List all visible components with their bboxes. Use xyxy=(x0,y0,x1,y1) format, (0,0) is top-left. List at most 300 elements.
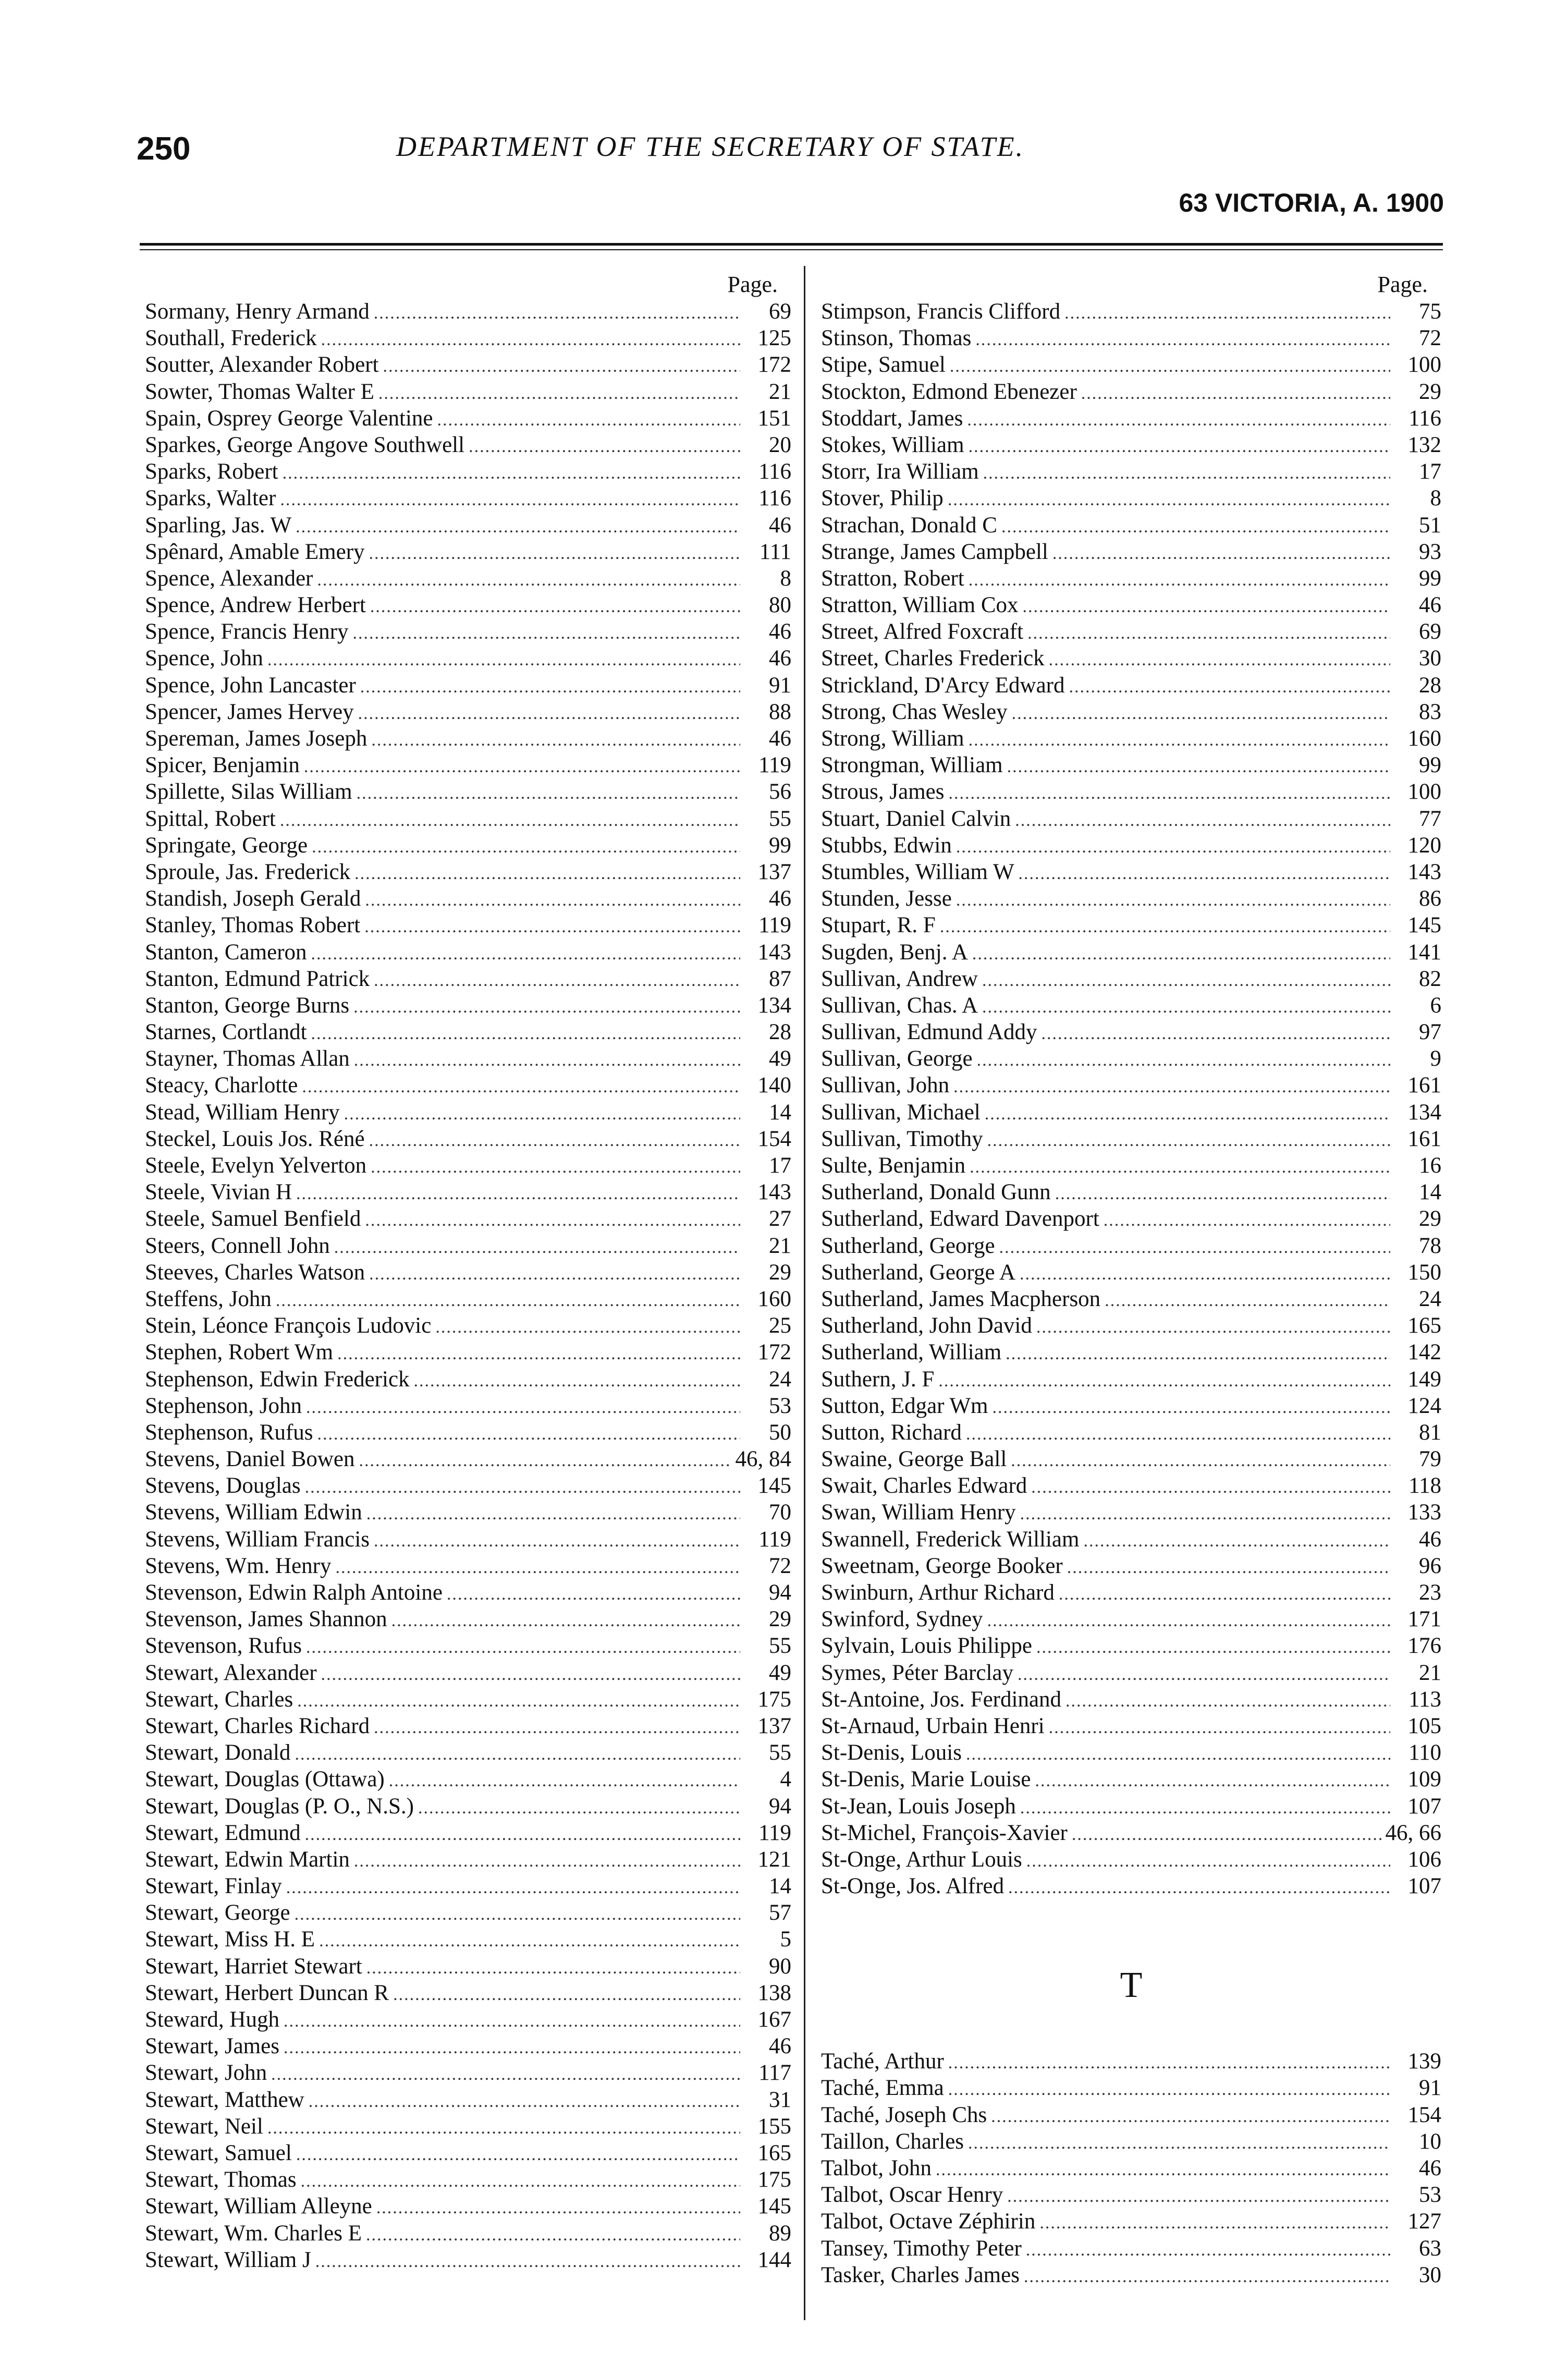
index-entry xyxy=(821,1233,1441,1259)
column-divider xyxy=(804,266,805,2320)
leader-dots xyxy=(1049,1714,1390,1741)
entry-name: Stevens, Douglas xyxy=(145,1473,301,1498)
index-entry xyxy=(821,2075,1441,2101)
entry-page: 10 xyxy=(1419,2129,1441,2154)
entry-page: 16 xyxy=(1419,1153,1441,1178)
leader-dots xyxy=(1059,1581,1390,1607)
entry-name: Stevenson, Edwin Ralph Antoine xyxy=(145,1580,443,1605)
entry-name: Sullivan, George xyxy=(821,1046,973,1071)
leader-dots xyxy=(1012,700,1390,727)
entry-name: Stewart, James xyxy=(145,2034,279,2059)
leader-dots xyxy=(469,433,740,460)
index-entry xyxy=(145,2033,791,2059)
entry-page: 120 xyxy=(1407,833,1441,858)
leader-dots xyxy=(319,1928,740,1954)
index-entry xyxy=(821,2262,1441,2288)
index-entry xyxy=(145,832,791,859)
index-entry xyxy=(821,1820,1441,1846)
index-entry xyxy=(145,618,791,645)
entry-page: 49 xyxy=(769,1660,791,1685)
leader-dots xyxy=(357,780,740,807)
index-entry xyxy=(145,645,791,672)
entry-name: Stewart, Alexander xyxy=(145,1660,317,1685)
page-header xyxy=(0,130,1568,172)
entry-page: 80 xyxy=(769,593,791,618)
entry-name: Stephenson, Edwin Frederick xyxy=(145,1367,410,1392)
leader-dots xyxy=(1026,2237,1390,2263)
leader-dots xyxy=(987,1607,1390,1634)
leader-dots xyxy=(1023,593,1391,620)
leader-dots xyxy=(1006,1340,1390,1367)
leader-dots xyxy=(306,1394,740,1421)
entry-page: 46 xyxy=(769,726,791,751)
leader-dots xyxy=(334,1234,740,1261)
entry-name: Sullivan, Andrew xyxy=(821,966,978,991)
index-entry xyxy=(821,485,1441,511)
entry-name: Sutherland, John David xyxy=(821,1313,1032,1338)
entry-page: 119 xyxy=(758,753,791,778)
index-entry xyxy=(821,1339,1441,1366)
leader-dots xyxy=(369,1127,740,1154)
entry-name: Stephen, Robert Wm xyxy=(145,1340,334,1365)
leader-dots xyxy=(970,1154,1390,1180)
leader-dots xyxy=(948,2076,1390,2103)
index-entry xyxy=(821,1686,1441,1713)
leader-dots xyxy=(374,967,740,994)
leader-dots xyxy=(296,2141,740,2168)
entry-page: 55 xyxy=(769,1740,791,1765)
leader-dots xyxy=(374,1714,740,1741)
index-entry xyxy=(145,752,791,778)
entry-page: 17 xyxy=(1419,459,1441,484)
leader-dots xyxy=(1020,1501,1390,1527)
entry-page: 46 xyxy=(1419,593,1441,618)
entry-name: Steele, Evelyn Yelverton xyxy=(145,1153,367,1178)
leader-dots xyxy=(936,2156,1390,2183)
entry-page: 175 xyxy=(757,1687,791,1712)
entry-page: 118 xyxy=(1408,1473,1441,1498)
entry-name: St-Jean, Louis Joseph xyxy=(821,1794,1016,1819)
leader-dots xyxy=(938,1368,1390,1394)
index-entry xyxy=(145,1259,791,1286)
entry-page: 110 xyxy=(1408,1740,1441,1765)
leader-dots xyxy=(267,647,740,673)
index-entry xyxy=(821,1846,1441,1873)
index-entry xyxy=(821,1793,1441,1820)
entry-name: Swinburn, Arthur Richard xyxy=(821,1580,1055,1605)
leader-dots xyxy=(369,540,740,567)
leader-dots xyxy=(1036,1314,1390,1340)
index-entry xyxy=(821,512,1441,539)
entry-name: Swaine, George Ball xyxy=(821,1447,1007,1472)
entry-page: 154 xyxy=(757,1126,791,1151)
entry-page: 125 xyxy=(757,326,791,351)
leader-dots xyxy=(353,994,740,1020)
index-entry xyxy=(821,699,1441,725)
leader-dots xyxy=(297,1688,740,1714)
index-entry xyxy=(145,992,791,1019)
entry-name: Stayner, Thomas Allan xyxy=(145,1046,350,1071)
entry-name: Sparkes, George Angove Southwell xyxy=(145,432,465,457)
leader-dots xyxy=(956,834,1390,860)
leader-dots xyxy=(296,514,740,540)
entry-page: 86 xyxy=(1419,886,1441,911)
leader-dots xyxy=(1015,807,1390,834)
leader-dots xyxy=(311,1020,740,1047)
entry-name: Stewart, John xyxy=(145,2061,267,2086)
index-entry xyxy=(821,2235,1441,2262)
entry-name: Stewart, Herbert Duncan R xyxy=(145,1980,389,2005)
index-entry xyxy=(145,725,791,752)
entry-name: Stupart, R. F xyxy=(821,913,936,938)
entry-name: Stanton, Edmund Patrick xyxy=(145,966,370,991)
leader-dots xyxy=(304,753,740,780)
entry-page: 171 xyxy=(1407,1607,1441,1632)
leader-dots xyxy=(447,1581,740,1607)
entry-name: Stanton, Cameron xyxy=(145,940,307,965)
index-entry xyxy=(145,1686,791,1713)
entry-name: Stevens, William Edwin xyxy=(145,1500,362,1525)
index-entry xyxy=(145,1926,791,1953)
entry-name: Stokes, William xyxy=(821,432,964,457)
entry-name: Southall, Frederick xyxy=(145,326,317,351)
entry-name: Stewart, Matthew xyxy=(145,2087,304,2112)
running-title: DEPARTMENT OF THE SECRETARY OF STATE. xyxy=(396,131,1025,162)
index-entry xyxy=(821,1205,1441,1232)
entry-name: Sweetnam, George Booker xyxy=(821,1553,1063,1578)
entry-page: 116 xyxy=(758,486,791,511)
entry-page: 57 xyxy=(769,1900,791,1925)
index-entry xyxy=(821,2102,1441,2128)
index-entry xyxy=(821,939,1441,966)
page-number: 250 xyxy=(137,131,191,167)
right-column xyxy=(821,271,1441,2288)
index-entry xyxy=(145,2193,791,2220)
entry-name: Street, Charles Frederick xyxy=(821,646,1045,671)
leader-dots xyxy=(948,2050,1390,2076)
index-entry xyxy=(821,1419,1441,1446)
index-entry xyxy=(821,1312,1441,1339)
right-entry-list xyxy=(821,298,1441,1899)
entry-page: 139 xyxy=(1407,2049,1441,2074)
index-entry xyxy=(145,1980,791,2006)
entry-page: 28 xyxy=(1419,673,1441,698)
index-entry xyxy=(145,1152,791,1179)
entry-name: Tansey, Timothy Peter xyxy=(821,2236,1022,2261)
entry-name: Stewart, William J xyxy=(145,2247,311,2272)
entry-name: Taché, Joseph Chs xyxy=(821,2102,987,2127)
index-entry xyxy=(821,618,1441,645)
entry-name: Stevens, Daniel Bowen xyxy=(145,1447,355,1472)
index-entry xyxy=(145,2247,791,2273)
entry-page: 6 xyxy=(1430,993,1441,1018)
leader-dots xyxy=(358,700,740,727)
entry-name: Stewart, Neil xyxy=(145,2114,263,2139)
index-entry xyxy=(145,1632,791,1659)
index-entry xyxy=(145,1045,791,1072)
entry-page: 90 xyxy=(769,1954,791,1979)
index-entry xyxy=(145,1793,791,1820)
leader-dots xyxy=(374,1528,740,1554)
entry-name: Steckel, Louis Jos. Réné xyxy=(145,1126,365,1151)
leader-dots xyxy=(360,674,740,700)
entry-name: Steacy, Charlotte xyxy=(145,1073,298,1098)
entry-name: Sutton, Edgar Wm xyxy=(821,1393,988,1418)
entry-name: Suthern, J. F xyxy=(821,1367,935,1392)
index-entry xyxy=(821,2155,1441,2181)
index-entry xyxy=(821,379,1441,405)
entry-name: Sparling, Jas. W xyxy=(145,513,292,538)
index-entry xyxy=(145,1606,791,1632)
leader-dots xyxy=(1001,514,1390,540)
leader-dots xyxy=(374,300,740,326)
index-entry xyxy=(145,1739,791,1766)
index-entry xyxy=(821,1179,1441,1205)
index-entry xyxy=(821,351,1441,378)
entry-page: 151 xyxy=(757,406,791,431)
entry-page: 78 xyxy=(1419,1233,1441,1258)
entry-page: 119 xyxy=(758,913,791,938)
index-entry xyxy=(821,752,1441,778)
leader-dots xyxy=(1069,674,1390,700)
entry-name: Steers, Connell John xyxy=(145,1233,330,1258)
entry-page: 154 xyxy=(1407,2102,1441,2127)
entry-name: Strachan, Donald C xyxy=(821,513,997,538)
entry-name: Sullivan, Edmund Addy xyxy=(821,1020,1037,1045)
entry-name: Stevenson, James Shannon xyxy=(145,1607,387,1632)
leader-dots xyxy=(359,1447,731,1474)
entry-page: 29 xyxy=(1419,379,1441,404)
entry-page: 144 xyxy=(757,2247,791,2272)
entry-page: 69 xyxy=(769,299,791,324)
entry-page: 105 xyxy=(1407,1713,1441,1738)
entry-page: 145 xyxy=(757,2194,791,2219)
index-entry xyxy=(821,859,1441,885)
leader-dots xyxy=(309,2088,740,2115)
entry-name: Stewart, Douglas (P. O., N.S.) xyxy=(145,1794,414,1819)
entry-page: 121 xyxy=(757,1847,791,1872)
left-column xyxy=(145,271,791,2273)
entry-name: Stewart, Miss H. E xyxy=(145,1927,315,1952)
leader-dots xyxy=(1064,300,1390,326)
entry-name: Stewart, Edwin Martin xyxy=(145,1847,350,1872)
leader-dots xyxy=(286,1874,740,1901)
index-entry xyxy=(145,1393,791,1419)
entry-name: Swannell, Frederick William xyxy=(821,1527,1080,1552)
entry-page: 145 xyxy=(1407,913,1441,938)
leader-dots xyxy=(977,1047,1390,1074)
index-entry xyxy=(145,966,791,992)
index-entry xyxy=(821,1526,1441,1553)
entry-page: 46 xyxy=(769,2034,791,2059)
entry-name: Standish, Joseph Gerald xyxy=(145,886,361,911)
entry-name: Sulte, Benjamin xyxy=(821,1153,966,1178)
header-rule-thin xyxy=(140,249,1443,250)
entry-page: 46 xyxy=(769,513,791,538)
index-entry xyxy=(821,2128,1441,2155)
leader-dots xyxy=(352,620,740,647)
leader-dots xyxy=(366,1955,740,1981)
leader-dots xyxy=(418,1795,740,1821)
index-entry xyxy=(145,539,791,565)
entry-name: Stewart, George xyxy=(145,1900,290,1925)
leader-dots xyxy=(975,326,1390,353)
leader-dots xyxy=(371,727,740,753)
entry-name: Sutherland, James Macpherson xyxy=(821,1286,1101,1311)
index-entry xyxy=(145,939,791,966)
leader-dots xyxy=(1007,2183,1390,2210)
leader-dots xyxy=(365,1207,740,1234)
leader-dots xyxy=(1027,620,1390,647)
index-entry xyxy=(821,325,1441,351)
leader-dots xyxy=(280,486,740,513)
entry-page: 87 xyxy=(769,966,791,991)
entry-name: Stewart, Charles Richard xyxy=(145,1713,370,1738)
entry-name: Sparks, Robert xyxy=(145,459,278,484)
entry-name: Storr, Ira William xyxy=(821,459,979,484)
index-entry xyxy=(821,1286,1441,1312)
entry-name: Tasker, Charles James xyxy=(821,2262,1020,2287)
index-entry xyxy=(821,1259,1441,1286)
entry-page: 14 xyxy=(769,1874,791,1899)
leader-dots xyxy=(1104,1207,1390,1234)
entry-page: 29 xyxy=(769,1260,791,1285)
leader-dots xyxy=(1011,1447,1390,1474)
leader-dots xyxy=(1036,1634,1390,1661)
leader-dots xyxy=(369,1261,740,1287)
entry-name: Taché, Emma xyxy=(821,2076,944,2101)
leader-dots xyxy=(992,1394,1390,1421)
entry-page: 140 xyxy=(757,1073,791,1098)
entry-page: 29 xyxy=(1419,1206,1441,1232)
leader-dots xyxy=(271,2061,740,2088)
entry-page: 94 xyxy=(769,1794,791,1819)
leader-dots xyxy=(948,486,1390,513)
entry-page: 109 xyxy=(1407,1767,1441,1792)
entry-page: 111 xyxy=(759,539,791,564)
leader-dots xyxy=(969,567,1390,593)
index-entry xyxy=(145,2087,791,2113)
leader-dots xyxy=(354,860,740,887)
entry-page: 4 xyxy=(780,1767,791,1792)
index-entry xyxy=(821,1873,1441,1899)
index-entry xyxy=(821,432,1441,458)
leader-dots xyxy=(1039,2210,1390,2236)
leader-dots xyxy=(1041,1020,1390,1047)
entry-page: 77 xyxy=(1419,806,1441,831)
index-entry xyxy=(145,1339,791,1366)
leader-dots xyxy=(1072,1821,1381,1848)
entry-page: 30 xyxy=(1419,646,1441,671)
entry-page: 124 xyxy=(1407,1393,1441,1418)
index-entry xyxy=(821,1126,1441,1152)
entry-name: Stevens, Wm. Henry xyxy=(145,1553,332,1578)
index-entry xyxy=(145,1579,791,1606)
index-entry xyxy=(821,778,1441,805)
index-entry xyxy=(145,592,791,618)
entry-name: Spain, Osprey George Valentine xyxy=(145,406,433,431)
entry-name: Spereman, James Joseph xyxy=(145,726,368,751)
index-entry xyxy=(145,1179,791,1205)
entry-name: St-Antoine, Jos. Ferdinand xyxy=(821,1687,1062,1712)
index-entry xyxy=(145,405,791,432)
index-entry xyxy=(821,1152,1441,1179)
index-entry xyxy=(821,966,1441,992)
entry-name: Talbot, John xyxy=(821,2156,932,2180)
index-entry xyxy=(821,1099,1441,1126)
leader-dots xyxy=(389,1767,740,1794)
entry-page: 145 xyxy=(757,1473,791,1498)
entry-page: 119 xyxy=(758,1527,791,1552)
entry-page: 137 xyxy=(757,859,791,884)
entry-page: 55 xyxy=(769,806,791,831)
index-entry xyxy=(145,1660,791,1686)
entry-name: Stewart, Thomas xyxy=(145,2167,297,2192)
entry-page: 9 xyxy=(1430,1046,1441,1071)
entry-page: 79 xyxy=(1419,1447,1441,1472)
leader-dots xyxy=(953,1074,1390,1100)
leader-dots xyxy=(956,887,1390,913)
leader-dots xyxy=(317,567,740,593)
leader-dots xyxy=(393,1981,740,2008)
index-entry xyxy=(821,1499,1441,1526)
index-entry xyxy=(821,992,1441,1019)
index-entry xyxy=(821,832,1441,859)
entry-page: 176 xyxy=(1407,1634,1441,1659)
entry-name: Stipe, Samuel xyxy=(821,352,946,377)
entry-name: Stimpson, Francis Clifford xyxy=(821,299,1061,324)
entry-page: 160 xyxy=(1407,726,1441,751)
entry-name: Spence, Alexander xyxy=(145,566,313,591)
leader-dots xyxy=(321,1661,740,1688)
leader-dots xyxy=(364,913,740,940)
index-entry xyxy=(145,2220,791,2247)
entry-name: Spênard, Amable Emery xyxy=(145,539,365,564)
index-entry xyxy=(145,1873,791,1899)
index-entry xyxy=(145,806,791,832)
entry-name: Sullivan, Timothy xyxy=(821,1126,983,1151)
entry-page: 138 xyxy=(757,1980,791,2005)
entry-page: 21 xyxy=(769,1233,791,1258)
index-entry xyxy=(821,1660,1441,1686)
entry-page: 21 xyxy=(1419,1660,1441,1685)
entry-page: 116 xyxy=(1408,406,1441,431)
index-entry xyxy=(821,1366,1441,1393)
leader-dots xyxy=(315,2248,740,2275)
header-rule-thick xyxy=(140,243,1443,246)
leader-dots xyxy=(414,1368,740,1394)
leader-dots xyxy=(991,2103,1390,2130)
entry-page: 50 xyxy=(769,1420,791,1445)
entry-name: Stanton, George Burns xyxy=(145,993,350,1018)
entry-name: St-Denis, Louis xyxy=(821,1740,962,1765)
entry-name: Sutton, Richard xyxy=(821,1420,962,1445)
entry-page: 127 xyxy=(1407,2209,1441,2234)
entry-name: Spence, Andrew Herbert xyxy=(145,593,366,618)
leader-dots xyxy=(383,353,740,380)
entry-name: Springate, George xyxy=(145,833,308,858)
entry-name: Soutter, Alexander Robert xyxy=(145,352,379,377)
entry-page: 5 xyxy=(780,1927,791,1952)
entry-page: 14 xyxy=(1419,1180,1441,1205)
entry-name: Sormany, Henry Armand xyxy=(145,299,370,324)
leader-dots xyxy=(365,887,740,913)
index-entry xyxy=(145,351,791,378)
leader-dots xyxy=(1067,1554,1390,1581)
entry-page: 75 xyxy=(1419,299,1441,324)
entry-name: Steeves, Charles Watson xyxy=(145,1260,365,1285)
index-entry xyxy=(145,379,791,405)
